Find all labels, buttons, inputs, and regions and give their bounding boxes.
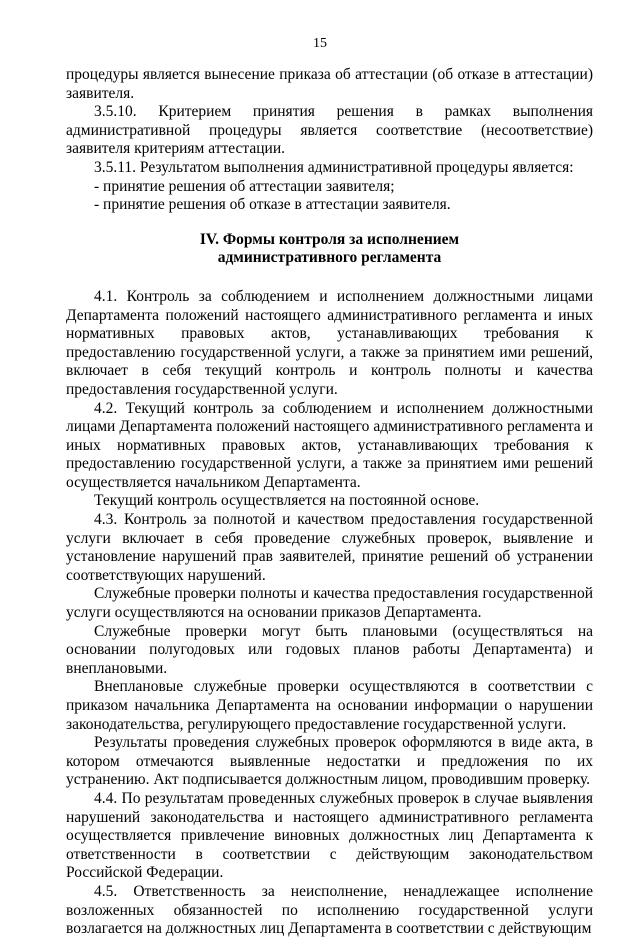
paragraph-planned-checks: Служебные проверки могут быть плановыми (осуществляться на основании полугодовых или годовых планов работы Департамента) и внеплановыми. [66,622,593,677]
paragraph-3-5-11: 3.5.11. Результатом выполнения административной процедуры является: [94,158,574,176]
page-number: 15 [313,36,327,51]
paragraph-4-4: 4.4. По результатам проведенных служебных проверок в случае выявления нарушений законодательства и настоящего административного регламента осуществляется привлечение виновных должностных лиц Департамента к ответственности в соответствии с действующим законодательством Российской Федерации. [66,789,593,882]
paragraph-check-results: Результаты проведения служебных проверок оформляются в виде акта, в котором отмечаются выявленные недостатки и предложения по их устранению. Акт подписывается должностным лицом, проводившим проверку. [66,734,593,789]
document-body [66,66,593,939]
section-heading-line-1: IV. Формы контроля за исполнением [199,230,460,248]
section-heading [66,231,593,268]
list-item-refusal-decision: - принятие решения об отказе в аттестации заявителя. [94,196,451,214]
paragraph-4-3: 4.3. Контроль за полнотой и качеством предоставления государственной услуги включает в себя проведение служебных проверок, выявление и установление нарушений прав заявителей, принятие решений об устранении соответствующих нарушений. [66,511,593,584]
paragraph-procedure-result: процедуры является вынесение приказа об аттестации (об отказе в аттестации) заявителя. [66,66,593,102]
section-heading-line-2: административного регламента [217,249,442,267]
paragraph-4-1: 4.1. Контроль за соблюдением и исполнением должностными лицами Департамента положений настоящего административного регламента и иных нормативных правовых актов, устанавливающих требования к предоставлению государственной услуги, а также за принятием ими решений, включает в себя текущий контроль и контроль полноты и качества предоставления государственной услуги. [66,287,593,398]
paragraph-current-control: Текущий контроль осуществляется на постоянной основе. [94,492,480,510]
list-item-attestation-decision: - принятие решения об аттестации заявителя; [94,177,395,195]
paragraph-official-checks-basis: Служебные проверки полноты и качества предоставления государственной услуги осуществляются на основании приказов Департамента. [66,585,593,622]
paragraph-4-5: 4.5. Ответственность за неисполнение, ненадлежащее исполнение возложенных обязанностей по исполнению государственной услуги возлагается на должностных лиц Департамента в соответствии с действующим [66,882,593,938]
paragraph-4-2: 4.2. Текущий контроль за соблюдением и исполнением должностными лицами Департамента положений настоящего административного регламента и иных нормативных правовых актов, устанавливающих требования к предоставлению государственной услуги, а также за принятием ими решений осуществляется начальником Департамента. [66,399,593,491]
paragraph-unplanned-checks: Внеплановые служебные проверки осуществляются в соответствии с приказом начальника Департамента на основании информации о нарушении законодательства, регулирующего предоставление государственной услуги. [66,678,593,733]
paragraph-3-5-10: 3.5.10. Критерием принятия решения в рамках выполнения административной процедуры является соответствие (несоответствие) заявителя критериям аттестации. [66,103,593,158]
